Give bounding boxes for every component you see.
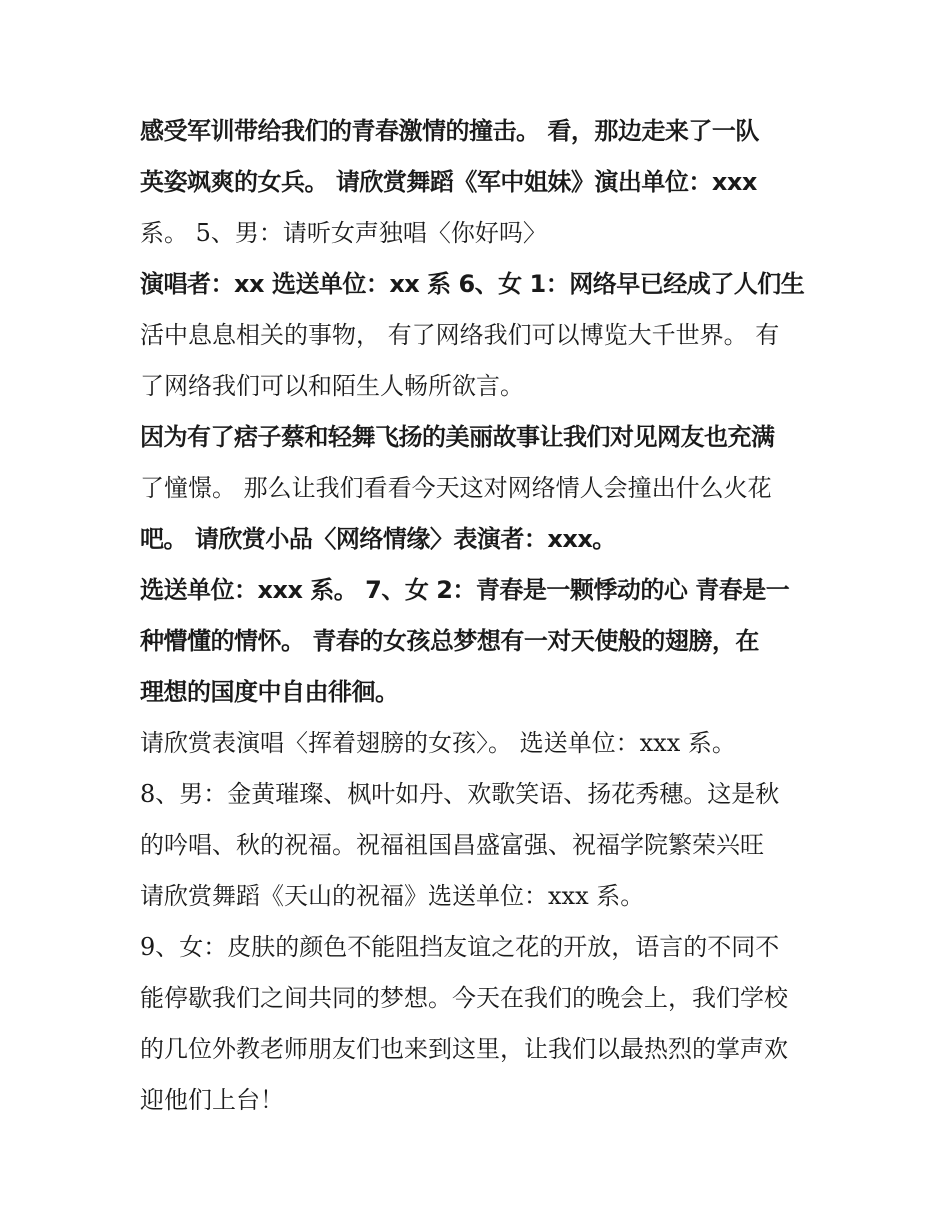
text-line: 英姿飒爽的女兵。 请欣赏舞蹈《军中姐妹》演出单位：xxx bbox=[140, 168, 757, 196]
text-line: 感受军训带给我们的青春激情的撞击。 看，那边走来了一队 bbox=[140, 117, 759, 145]
text-line: 演唱者：xx 选送单位：xx 系 6、女 1：网络早已经成了人们生 bbox=[140, 270, 805, 298]
text-line: 活中息息相关的事物， 有了网络我们可以博览大千世界。 有 bbox=[140, 321, 780, 349]
text-line: 9、女：皮肤的颜色不能阻挡友谊之花的开放，语言的不同不 bbox=[140, 933, 780, 961]
text-line: 迎他们上台！ bbox=[140, 1086, 284, 1114]
text-line: 的几位外教老师朋友们也来到这里，让我们以最热烈的掌声欢 bbox=[140, 1035, 788, 1063]
text-line: 请欣赏表演唱〈挥着翅膀的女孩〉。 选送单位：xxx 系。 bbox=[140, 729, 736, 757]
text-line: 因为有了痞子蔡和轻舞飞扬的美丽故事让我们对见网友也充满 bbox=[140, 423, 775, 451]
text-line: 了网络我们可以和陌生人畅所欲言。 bbox=[140, 372, 524, 400]
text-line: 种懵懂的情怀。 青春的女孩总梦想有一对天使般的翅膀，在 bbox=[140, 627, 759, 655]
text-line: 请欣赏舞蹈《天山的祝福》选送单位：xxx 系。 bbox=[140, 882, 645, 910]
text-line: 理想的国度中自由徘徊。 bbox=[140, 678, 399, 706]
text-line: 吧。 请欣赏小品〈网络情缘〉表演者：xxx。 bbox=[140, 525, 616, 553]
document-body bbox=[140, 106, 820, 1126]
text-line: 了憧憬。 那么让我们看看今天这对网络情人会撞出什么火花 bbox=[140, 474, 772, 502]
text-line: 8、男：金黄璀璨、枫叶如丹、欢歌笑语、扬花秀穗。这是秋 bbox=[140, 780, 780, 808]
text-line: 选送单位：xxx 系。 7、女 2：青春是一颗悸动的心 青春是一 bbox=[140, 576, 790, 604]
text-line: 系。 5、男：请听女声独唱〈你好吗〉 bbox=[140, 219, 547, 247]
text-line: 的吟唱、秋的祝福。祝福祖国昌盛富强、祝福学院繁荣兴旺 bbox=[140, 831, 764, 859]
text-line: 能停歇我们之间共同的梦想。今天在我们的晚会上，我们学校 bbox=[140, 984, 788, 1012]
